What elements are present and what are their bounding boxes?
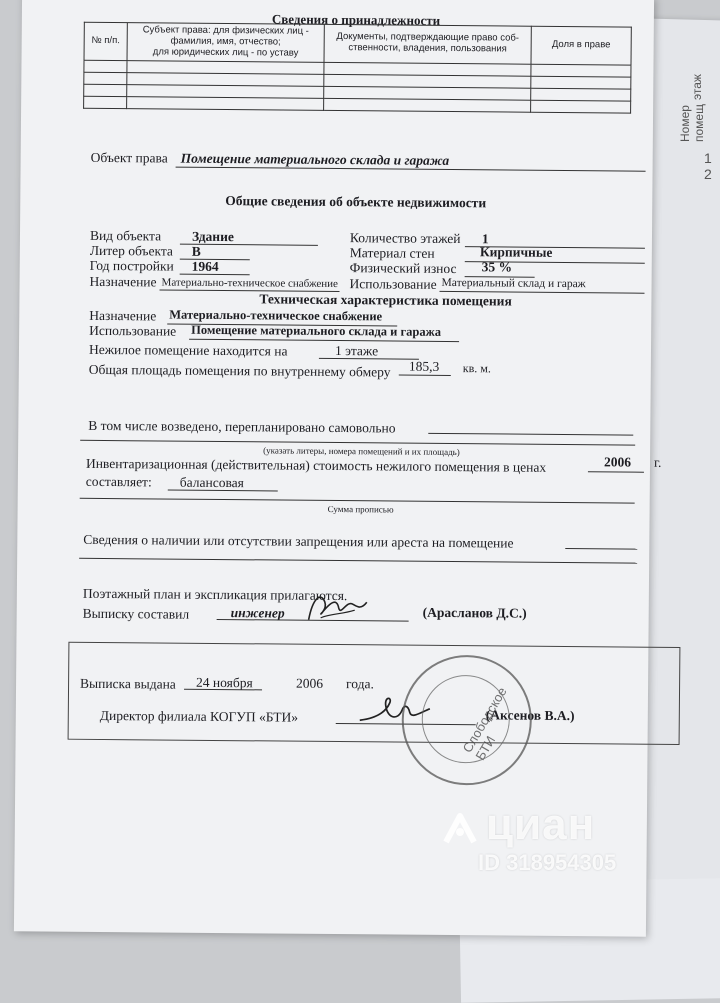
tech-purpose-value: Материально-техническое снабжение bbox=[169, 307, 383, 324]
tech-purpose-label: Назначение bbox=[89, 307, 157, 324]
attachment-text: Поэтажный план и экспликация прилагаются. bbox=[82, 585, 348, 604]
area-value: 185,3 bbox=[408, 358, 440, 374]
col-subject bbox=[127, 23, 324, 62]
area-label: Общая площадь помещения по внутреннему обмеру bbox=[88, 361, 391, 380]
issued-year-suffix: года. bbox=[346, 676, 374, 692]
col-subject-line: фамилия, имя, отчество; bbox=[170, 35, 281, 48]
floors-value: 1 bbox=[481, 231, 489, 247]
walls-value: Кирпичные bbox=[479, 244, 553, 260]
amount-label: составляет: bbox=[85, 473, 152, 490]
compiled-name: (Арасланов Д.С.) bbox=[422, 604, 527, 621]
amount-value: балансовая bbox=[179, 474, 244, 491]
floors-label: Количество этажей bbox=[349, 230, 461, 247]
litera-label: Литер объекта bbox=[89, 242, 174, 259]
area-unit: кв. м. bbox=[462, 361, 491, 376]
underline bbox=[428, 433, 633, 436]
col-share: Доля в праве bbox=[531, 26, 631, 65]
underline bbox=[80, 498, 635, 504]
engineer-signature-icon bbox=[303, 588, 373, 629]
compiled-label: Выписку составил bbox=[82, 605, 190, 622]
side-sheet-fragment: Номер помещ bbox=[678, 104, 706, 142]
underline bbox=[319, 358, 419, 360]
floor-value: 1 этаже bbox=[334, 343, 379, 359]
technical-title: Техническая характеристика помещения bbox=[259, 291, 512, 309]
underline bbox=[399, 375, 451, 376]
underline bbox=[80, 440, 635, 446]
col-subject-line: Субъект права: для физических лиц - bbox=[142, 24, 309, 37]
value-text: Инвентаризационная (действительная) стоимость нежилого помещения в ценах bbox=[85, 455, 547, 475]
floor-label: Нежилое помещение находится на bbox=[88, 341, 288, 359]
arrest-label: Сведения о наличии или отсутствии запрещения или ареста на помещение bbox=[83, 531, 514, 551]
underline bbox=[79, 558, 637, 564]
type-value: Здание bbox=[191, 228, 234, 245]
use-label: Использование bbox=[349, 276, 437, 292]
value-year: 2006 bbox=[603, 454, 632, 470]
year-label: Год постройки bbox=[89, 257, 174, 274]
col-subject-line: для юридических лиц - по уставу bbox=[152, 46, 299, 59]
issued-label: Выписка выдана bbox=[80, 675, 176, 692]
col-docs-line: Документы, подтверждающие право соб- bbox=[336, 31, 520, 45]
director-name: (Аксенов В.А.) bbox=[485, 707, 575, 724]
wear-value: 35 % bbox=[481, 259, 513, 275]
underline bbox=[588, 471, 644, 472]
amount-hint: Сумма прописью bbox=[327, 503, 394, 515]
tech-use-value: Помещение материального склада и гаража bbox=[191, 322, 442, 339]
purpose-value: Материально-техническое снабжение bbox=[161, 276, 339, 291]
purpose-label: Назначение bbox=[89, 273, 157, 290]
object-value: Помещение материального склада и гаража bbox=[180, 150, 450, 168]
year-value: 1964 bbox=[191, 258, 219, 274]
wear-label: Физический износ bbox=[349, 260, 457, 277]
compiled-role: инженер bbox=[230, 605, 285, 621]
value-year-suffix: г. bbox=[653, 454, 662, 470]
col-docs-line: ственности, владения, пользования bbox=[348, 42, 507, 55]
general-title: Общие сведения об объекте недвижимости bbox=[225, 193, 487, 211]
underline bbox=[168, 490, 278, 492]
watermark-id: ID 318954305 bbox=[478, 850, 617, 875]
type-label: Вид объекта bbox=[89, 227, 162, 244]
col-number: № п/п. bbox=[84, 22, 127, 60]
tech-use-label: Использование bbox=[89, 322, 177, 339]
side-sheet-fragment: 2 bbox=[704, 166, 712, 182]
underline bbox=[180, 274, 250, 276]
owners-table-header bbox=[84, 22, 631, 65]
unauth-hint: (указать литеры, номера помещений и их площадь) bbox=[263, 445, 460, 458]
document-page bbox=[14, 0, 662, 937]
organization-stamp-icon bbox=[401, 655, 532, 786]
side-sheet-fragment: 1 bbox=[704, 150, 712, 166]
cian-logo-icon bbox=[440, 810, 480, 846]
underline bbox=[565, 548, 637, 550]
owners-table bbox=[83, 22, 632, 114]
watermark-brand: циан bbox=[486, 800, 596, 849]
object-label: Объект права bbox=[90, 149, 168, 166]
issued-year: 2006 bbox=[296, 675, 324, 691]
col-documents bbox=[324, 24, 531, 64]
litera-value: В bbox=[191, 243, 201, 259]
use-value: Материальный склад и гараж bbox=[441, 276, 586, 291]
director-label: Директор филиала КОГУП «БТИ» bbox=[99, 707, 299, 725]
walls-label: Материал стен bbox=[349, 245, 435, 261]
stamp-text: Слободское БТИ bbox=[459, 684, 510, 763]
issued-date: 24 ноября bbox=[196, 674, 253, 691]
side-sheet-fragment: этаж bbox=[689, 74, 704, 100]
unauth-label: В том числе возведено, перепланировано самовольно bbox=[88, 417, 396, 436]
owners-title: Сведения о принадлежности bbox=[271, 11, 441, 28]
